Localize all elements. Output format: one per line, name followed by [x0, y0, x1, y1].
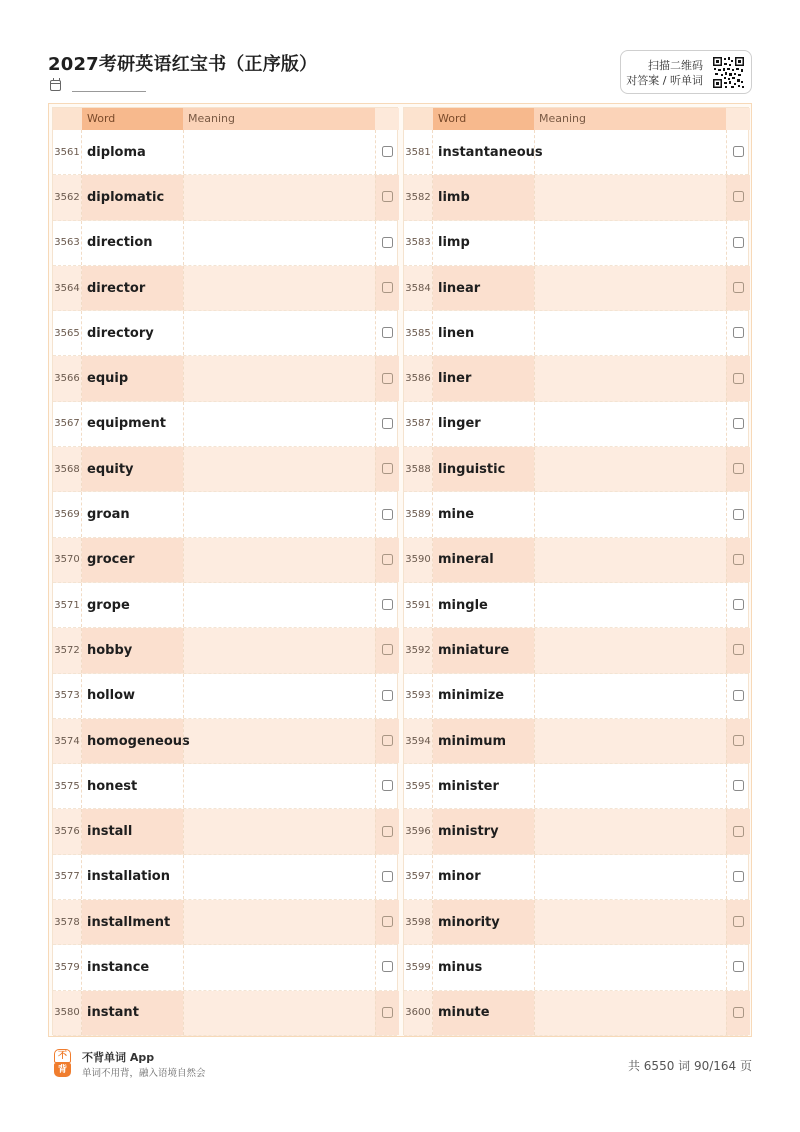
- word-row: [404, 719, 748, 764]
- logo-top: 不: [54, 1049, 71, 1063]
- meaning-field[interactable]: [183, 492, 375, 536]
- meaning-field[interactable]: [183, 266, 375, 310]
- word-number: 3598: [404, 900, 433, 944]
- word-number: 3584: [404, 266, 433, 310]
- word-row: [404, 764, 748, 809]
- word-text: linear: [433, 266, 534, 310]
- word-text: instance: [87, 959, 150, 975]
- word-row: [53, 447, 397, 492]
- word-number: 3576: [53, 809, 82, 853]
- header-meaning: Meaning: [534, 108, 726, 130]
- word-number: 3600: [404, 991, 433, 1035]
- meaning-field[interactable]: [183, 311, 375, 355]
- word-text: minimum: [433, 719, 534, 763]
- meaning-field[interactable]: [183, 175, 375, 219]
- checkbox[interactable]: [733, 780, 744, 791]
- checkbox[interactable]: [382, 282, 393, 293]
- checkbox[interactable]: [382, 1007, 393, 1018]
- checkbox[interactable]: [382, 509, 393, 520]
- word-row: [404, 266, 748, 311]
- meaning-field[interactable]: [534, 356, 726, 400]
- meaning-field[interactable]: [534, 447, 726, 491]
- checkbox[interactable]: [382, 191, 393, 202]
- word-text: limb: [433, 175, 534, 219]
- meaning-field[interactable]: [534, 764, 726, 808]
- checkbox[interactable]: [733, 282, 744, 293]
- checkbox[interactable]: [382, 961, 393, 972]
- checkbox[interactable]: [382, 463, 393, 474]
- word-text: ministry: [433, 809, 534, 853]
- qr-caption-line2: 对答案 / 听单词: [626, 74, 703, 87]
- word-text: install: [82, 809, 183, 853]
- word-number: 3564: [53, 266, 82, 310]
- checkbox-cell: [375, 809, 399, 853]
- meaning-field[interactable]: [183, 583, 375, 627]
- checkbox[interactable]: [733, 871, 744, 882]
- checkbox-cell: [375, 492, 399, 536]
- word-row: [404, 809, 748, 854]
- checkbox-cell: [375, 583, 399, 627]
- word-number: 3596: [404, 809, 433, 853]
- word-text: minus: [438, 959, 483, 975]
- word-text: instantaneous: [438, 144, 543, 160]
- word-number: 3597: [404, 855, 433, 899]
- checkbox-cell: [726, 175, 750, 219]
- meaning-field[interactable]: [534, 538, 726, 582]
- checkbox-cell: [375, 447, 399, 491]
- checkbox-cell: [726, 764, 750, 808]
- checkbox[interactable]: [733, 690, 744, 701]
- checkbox[interactable]: [733, 916, 744, 927]
- meaning-field[interactable]: [183, 628, 375, 672]
- word-row: [404, 447, 748, 492]
- meaning-field[interactable]: [534, 674, 726, 718]
- checkbox[interactable]: [733, 237, 744, 248]
- word-text: limp: [438, 235, 470, 251]
- app-name: 不背单词 App: [82, 1051, 155, 1064]
- checkbox-cell: [375, 719, 399, 763]
- checkbox-cell: [726, 447, 750, 491]
- checkbox[interactable]: [382, 690, 393, 701]
- checkbox[interactable]: [733, 463, 744, 474]
- checkbox[interactable]: [733, 373, 744, 384]
- checkbox-cell: [375, 538, 399, 582]
- checkbox-cell: [375, 221, 399, 265]
- checkbox[interactable]: [382, 327, 393, 338]
- checkbox-cell: [375, 266, 399, 310]
- word-row: [404, 945, 748, 990]
- word-row: [53, 402, 397, 447]
- checkbox-cell: [375, 991, 399, 1035]
- word-row: [53, 719, 397, 764]
- meaning-field[interactable]: [183, 447, 375, 491]
- word-number: 3580: [53, 991, 82, 1035]
- qr-panel[interactable]: [620, 50, 752, 94]
- meaning-field[interactable]: [534, 402, 726, 446]
- checkbox-cell: [726, 492, 750, 536]
- page-info: 共 6550 词 90/164 页: [627, 1059, 752, 1073]
- word-rows: [53, 130, 397, 1036]
- word-row: [404, 311, 748, 356]
- checkbox-cell: [375, 674, 399, 718]
- meaning-field[interactable]: [534, 991, 726, 1035]
- meaning-field[interactable]: [534, 130, 726, 174]
- meaning-field[interactable]: [183, 719, 375, 763]
- checkbox[interactable]: [382, 554, 393, 565]
- word-row: [404, 991, 748, 1036]
- checkbox-cell: [375, 356, 399, 400]
- word-text: grocer: [82, 538, 183, 582]
- word-number: 3563: [53, 221, 82, 265]
- word-number: 3574: [53, 719, 82, 763]
- word-number: 3566: [53, 356, 82, 400]
- checkbox-cell: [375, 402, 399, 446]
- meaning-field[interactable]: [534, 900, 726, 944]
- meaning-field[interactable]: [183, 221, 375, 265]
- checkbox[interactable]: [733, 509, 744, 520]
- word-text: installment: [82, 900, 183, 944]
- word-text: equity: [82, 447, 183, 491]
- word-row: [404, 674, 748, 719]
- meaning-field[interactable]: [183, 809, 375, 853]
- meaning-field[interactable]: [534, 492, 726, 536]
- word-row: [53, 809, 397, 854]
- word-text: minority: [433, 900, 534, 944]
- meaning-field[interactable]: [534, 628, 726, 672]
- meaning-field[interactable]: [534, 221, 726, 265]
- word-text: hobby: [82, 628, 183, 672]
- checkbox[interactable]: [733, 599, 744, 610]
- checkbox[interactable]: [733, 146, 744, 157]
- word-number: 3589: [404, 492, 433, 536]
- checkbox-cell: [726, 130, 750, 174]
- word-text: diplomatic: [82, 175, 183, 219]
- word-number: 3585: [404, 311, 433, 355]
- checkbox-cell: [726, 266, 750, 310]
- word-row: [53, 175, 397, 220]
- word-text: instant: [82, 991, 183, 1035]
- word-number: 3562: [53, 175, 82, 219]
- word-text: minute: [433, 991, 534, 1035]
- checkbox[interactable]: [382, 418, 393, 429]
- date-field[interactable]: [50, 80, 150, 94]
- word-row: [53, 266, 397, 311]
- word-text: mingle: [438, 597, 488, 613]
- checkbox-cell: [375, 628, 399, 672]
- meaning-field[interactable]: [183, 674, 375, 718]
- logo-bottom: 背: [54, 1063, 71, 1077]
- meaning-field[interactable]: [534, 855, 726, 899]
- word-row: [404, 583, 748, 628]
- checkbox-cell: [375, 900, 399, 944]
- word-number: 3592: [404, 628, 433, 672]
- word-number: 3561: [53, 130, 82, 174]
- word-text: equip: [82, 356, 183, 400]
- checkbox-cell: [726, 221, 750, 265]
- word-rows: [404, 130, 748, 1036]
- header-check: [726, 108, 750, 130]
- word-number: 3587: [404, 402, 433, 446]
- word-number: 3579: [53, 945, 82, 989]
- checkbox[interactable]: [733, 418, 744, 429]
- word-number: 3568: [53, 447, 82, 491]
- word-number: 3586: [404, 356, 433, 400]
- word-row: [53, 538, 397, 583]
- word-number: 3595: [404, 764, 433, 808]
- word-text: grope: [87, 597, 130, 613]
- word-number: 3565: [53, 311, 82, 355]
- checkbox-cell: [726, 628, 750, 672]
- word-row: [53, 130, 397, 175]
- checkbox[interactable]: [382, 599, 393, 610]
- word-row: [53, 855, 397, 900]
- word-number: 3572: [53, 628, 82, 672]
- word-text: honest: [87, 778, 138, 794]
- qr-caption-line1: 扫描二维码: [648, 59, 703, 72]
- header-meaning: Meaning: [183, 108, 375, 130]
- checkbox-cell: [726, 538, 750, 582]
- app-logo: [54, 1049, 72, 1077]
- word-row: [404, 130, 748, 175]
- checkbox-cell: [726, 402, 750, 446]
- checkbox[interactable]: [382, 237, 393, 248]
- word-row: [53, 492, 397, 537]
- word-number: 3582: [404, 175, 433, 219]
- meaning-field[interactable]: [183, 402, 375, 446]
- checkbox[interactable]: [733, 961, 744, 972]
- word-number: 3588: [404, 447, 433, 491]
- word-text: linger: [438, 416, 481, 432]
- meaning-field[interactable]: [183, 991, 375, 1035]
- word-row: [53, 945, 397, 990]
- word-row: [404, 356, 748, 401]
- word-number: 3590: [404, 538, 433, 582]
- word-text: director: [82, 266, 183, 310]
- checkbox-cell: [726, 809, 750, 853]
- checkbox-cell: [726, 674, 750, 718]
- word-number: 3575: [53, 764, 82, 808]
- checkbox-cell: [375, 175, 399, 219]
- word-row: [53, 764, 397, 809]
- word-text: equipment: [87, 416, 166, 432]
- meaning-field[interactable]: [534, 945, 726, 989]
- checkbox[interactable]: [382, 916, 393, 927]
- checkbox[interactable]: [382, 373, 393, 384]
- checkbox[interactable]: [733, 554, 744, 565]
- meaning-field[interactable]: [534, 583, 726, 627]
- word-number: 3591: [404, 583, 433, 627]
- word-text: linguistic: [433, 447, 534, 491]
- word-row: [404, 175, 748, 220]
- header-word: Word: [433, 108, 534, 130]
- checkbox-cell: [726, 900, 750, 944]
- word-number: 3571: [53, 583, 82, 627]
- checkbox-cell: [375, 764, 399, 808]
- word-text: installation: [87, 869, 170, 885]
- word-row: [53, 583, 397, 628]
- checkbox-cell: [726, 356, 750, 400]
- checkbox[interactable]: [733, 644, 744, 655]
- meaning-field[interactable]: [183, 855, 375, 899]
- word-number: 3593: [404, 674, 433, 718]
- word-number: 3583: [404, 221, 433, 265]
- word-text: direction: [87, 235, 153, 251]
- word-text: hollow: [87, 688, 136, 704]
- word-text: directory: [87, 325, 154, 341]
- checkbox-cell: [726, 719, 750, 763]
- word-text: mineral: [433, 538, 534, 582]
- word-number: 3569: [53, 492, 82, 536]
- word-text: groan: [87, 507, 130, 523]
- checkbox[interactable]: [733, 1007, 744, 1018]
- word-number: 3599: [404, 945, 433, 989]
- checkbox-cell: [726, 855, 750, 899]
- meaning-field[interactable]: [183, 356, 375, 400]
- word-row: [53, 628, 397, 673]
- checkbox-cell: [726, 991, 750, 1035]
- word-row: [404, 538, 748, 583]
- word-row: [53, 900, 397, 945]
- meaning-field[interactable]: [183, 900, 375, 944]
- checkbox-cell: [375, 311, 399, 355]
- checkbox-cell: [375, 130, 399, 174]
- word-number: 3577: [53, 855, 82, 899]
- checkbox[interactable]: [382, 644, 393, 655]
- word-text: mine: [438, 507, 475, 523]
- word-row: [53, 356, 397, 401]
- calendar-icon: [50, 80, 61, 91]
- word-row: [404, 900, 748, 945]
- word-number: 3594: [404, 719, 433, 763]
- word-row: [53, 221, 397, 266]
- word-sheet: [48, 103, 752, 1037]
- header-word: Word: [82, 108, 183, 130]
- word-number: 3573: [53, 674, 82, 718]
- checkbox[interactable]: [733, 327, 744, 338]
- word-number: 3570: [53, 538, 82, 582]
- meaning-field[interactable]: [534, 175, 726, 219]
- checkbox-cell: [375, 945, 399, 989]
- checkbox[interactable]: [382, 871, 393, 882]
- word-row: [404, 221, 748, 266]
- meaning-field[interactable]: [183, 538, 375, 582]
- qr-caption: [626, 58, 703, 88]
- word-row: [53, 991, 397, 1036]
- word-text: minimize: [438, 688, 505, 704]
- meaning-field[interactable]: [534, 809, 726, 853]
- word-column-left: [52, 107, 398, 1035]
- meaning-field[interactable]: [183, 945, 375, 989]
- checkbox-cell: [726, 583, 750, 627]
- app-slogan: 单词不用背，融入语境自然会: [82, 1068, 206, 1079]
- meaning-field[interactable]: [534, 266, 726, 310]
- word-text: diploma: [87, 144, 146, 160]
- meaning-field[interactable]: [183, 764, 375, 808]
- meaning-field[interactable]: [534, 311, 726, 355]
- word-number: 3578: [53, 900, 82, 944]
- word-text: homogeneous: [82, 719, 183, 763]
- word-row: [53, 311, 397, 356]
- word-column-right: [403, 107, 749, 1035]
- header-check: [375, 108, 399, 130]
- word-row: [404, 855, 748, 900]
- word-number: 3567: [53, 402, 82, 446]
- checkbox[interactable]: [382, 146, 393, 157]
- page-title: 2027考研英语红宝书（正序版）: [48, 54, 318, 75]
- word-text: liner: [433, 356, 534, 400]
- word-row: [404, 402, 748, 447]
- checkbox[interactable]: [382, 735, 393, 746]
- word-number: 3581: [404, 130, 433, 174]
- word-row: [404, 492, 748, 537]
- checkbox[interactable]: [733, 735, 744, 746]
- checkbox-cell: [375, 855, 399, 899]
- qr-code-icon[interactable]: [712, 56, 745, 89]
- checkbox-cell: [726, 945, 750, 989]
- word-row: [53, 674, 397, 719]
- meaning-field[interactable]: [183, 130, 375, 174]
- word-text: minor: [438, 869, 481, 885]
- checkbox[interactable]: [733, 826, 744, 837]
- column-header: [404, 108, 748, 130]
- checkbox[interactable]: [382, 826, 393, 837]
- checkbox[interactable]: [382, 780, 393, 791]
- word-row: [404, 628, 748, 673]
- date-underline: [72, 91, 146, 92]
- word-text: linen: [438, 325, 475, 341]
- checkbox-cell: [726, 311, 750, 355]
- checkbox[interactable]: [733, 191, 744, 202]
- column-header: [53, 108, 397, 130]
- meaning-field[interactable]: [534, 719, 726, 763]
- word-text: miniature: [433, 628, 534, 672]
- word-text: minister: [438, 778, 499, 794]
